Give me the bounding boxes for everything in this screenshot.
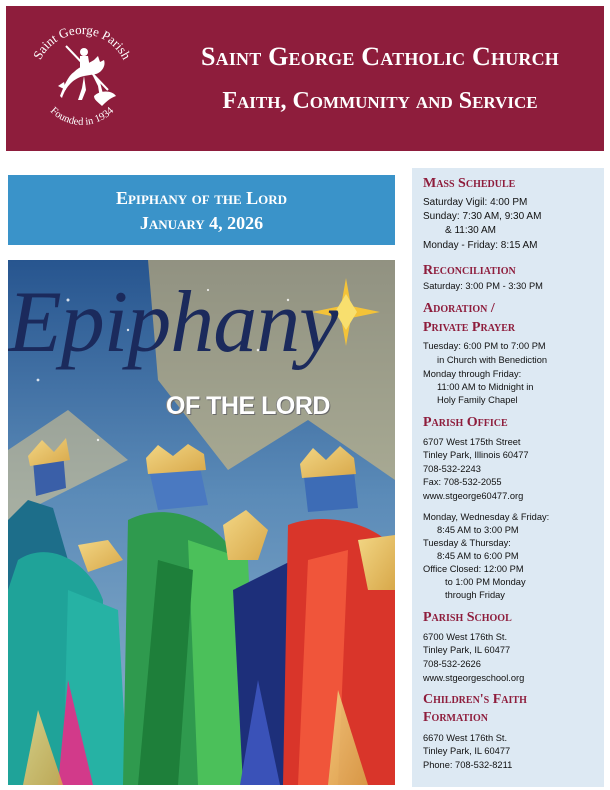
parish-school-heading: Parish School (423, 610, 512, 625)
school-line: 6700 West 176th St. (423, 632, 508, 642)
office-line: 6707 West 175th Street (423, 437, 521, 447)
seal-bottom-text: Founded in 1934 (48, 105, 117, 128)
adoration-heading: Adoration / (423, 301, 495, 316)
school-line: 708-532-2626 (423, 659, 481, 669)
mass-line: Sunday: 7:30 AM, 9:30 AM (423, 211, 542, 222)
office-hours-line: to 1:00 PM Monday (445, 577, 526, 587)
adoration-line: Holy Family Chapel (437, 395, 518, 405)
office-website-link[interactable]: www.stgeorge60477.org (423, 491, 524, 501)
seal-top-text: Saint George Parish (29, 21, 135, 62)
mass-schedule-heading: Mass Schedule (423, 176, 516, 191)
poster-epiphany-word: Epiphany (8, 274, 338, 371)
mass-line: Monday - Friday: 8:15 AM (423, 240, 538, 251)
office-hours-line: Office Closed: 12:00 PM (423, 564, 524, 574)
faith-formation-heading-2: Formation (423, 710, 489, 725)
office-hours-line: Monday, Wednesday & Friday: (423, 512, 550, 522)
faith-line: Tinley Park, IL 60477 (423, 746, 511, 756)
church-motto-subtitle: Faith, Community and Service (222, 88, 538, 114)
epiphany-poster-image (8, 260, 395, 785)
faith-formation-heading: Children's Faith (423, 692, 527, 707)
header-banner (6, 6, 604, 151)
parish-seal-logo (22, 16, 142, 136)
faith-line: Phone: 708-532-8211 (423, 760, 513, 770)
adoration-line: Monday through Friday: (423, 369, 522, 379)
adoration-heading-2: Private Prayer (423, 320, 516, 335)
office-hours-line: 8:45 AM to 6:00 PM (437, 551, 519, 561)
adoration-line: 11:00 AM to Midnight in (437, 382, 534, 392)
reconciliation-heading: Reconciliation (423, 263, 516, 278)
adoration-line: in Church with Benediction (437, 355, 548, 365)
info-sidebar (412, 168, 604, 787)
mass-line: & 11:30 AM (445, 225, 496, 236)
office-line: 708-532-2243 (423, 464, 481, 474)
poster-of-the-lord: OF THE LORD (166, 392, 330, 420)
office-line: Fax: 708-532-2055 (423, 477, 502, 487)
mass-line: Saturday Vigil: 4:00 PM (423, 197, 528, 208)
reconciliation-line: Saturday: 3:00 PM - 3:30 PM (423, 281, 543, 291)
office-hours-line: 8:45 AM to 3:00 PM (437, 525, 519, 535)
st-george-dragon-icon (58, 46, 116, 106)
adoration-line: Tuesday: 6:00 PM to 7:00 PM (423, 341, 546, 351)
office-line: Tinley Park, Illinois 60477 (423, 450, 529, 460)
faith-line: 6670 West 176th St. (423, 733, 508, 743)
feast-day-box (8, 175, 395, 245)
feast-title: Epiphany of the Lord (115, 188, 288, 208)
school-website-link[interactable]: www.stgeorgeschool.org (423, 673, 525, 683)
parish-office-heading: Parish Office (423, 415, 508, 430)
church-name-title: Saint George Catholic Church (200, 42, 560, 71)
svg-text:Founded in 1934 (48, 105, 117, 128)
school-line: Tinley Park, IL 60477 (423, 645, 511, 655)
office-hours-line: through Friday (445, 590, 505, 600)
office-hours-line: Tuesday & Thursday: (423, 538, 511, 548)
feast-date: January 4, 2026 (139, 213, 264, 233)
